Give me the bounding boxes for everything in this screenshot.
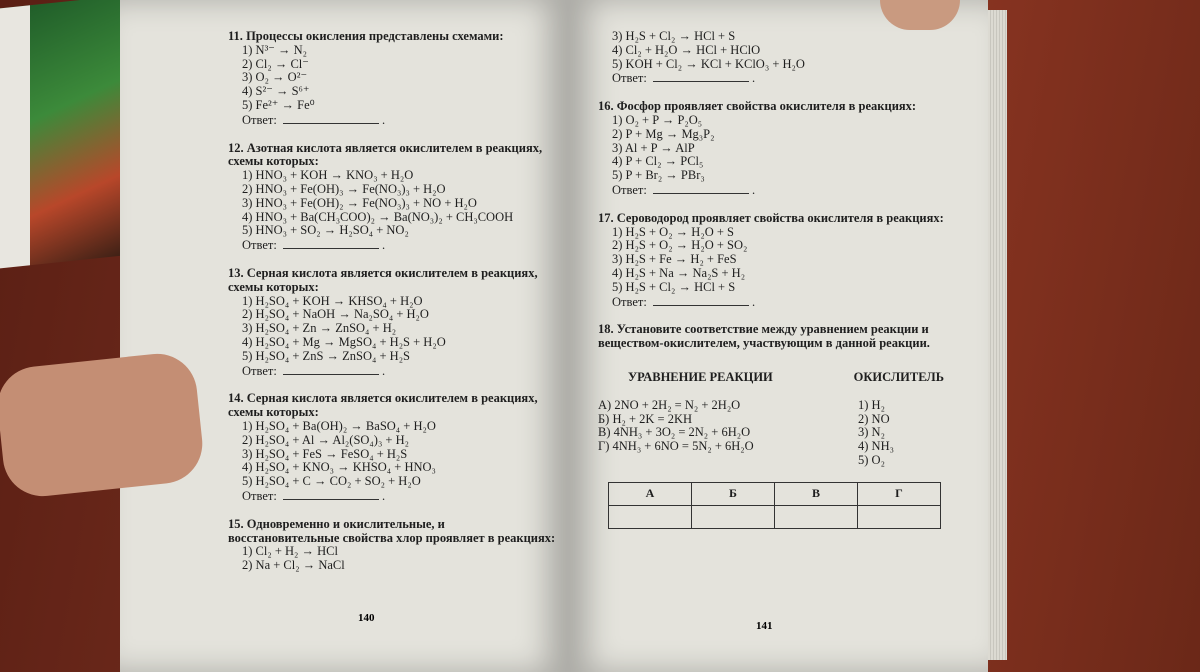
task-item: 1) H₂SO₄ + Ba(OH)₂ → BaSO₄ + H₂O <box>242 418 436 433</box>
answer-blank[interactable] <box>283 489 379 500</box>
answer-label: Ответ: <box>242 363 277 378</box>
task-item: 4) P + Cl₂ → PCl₅ <box>612 154 704 169</box>
task-number: 17. <box>598 210 614 225</box>
task-item: 1) O₂ + P → P₂O₅ <box>612 112 703 127</box>
oxidizer-item: 4) NH₃ <box>858 439 894 454</box>
task-text: Процессы окисления представлены схемами: <box>246 29 504 43</box>
oxidizer-item: 2) NO <box>858 411 890 426</box>
task-item: 5) H₂SO₄ + ZnS → ZnSO₄ + H₂S <box>242 348 411 363</box>
equation-item: Б) H₂ + 2K = 2KH <box>598 411 693 426</box>
answer-label: Ответ: <box>612 294 647 309</box>
answer-blank[interactable] <box>283 238 379 249</box>
task-header <box>598 323 968 351</box>
answer-line: Ответ: . <box>242 363 386 378</box>
equation-list <box>598 399 838 468</box>
task-item: 3) H₂SO₄ + Zn → ZnSO₄ + H₂ <box>242 321 397 336</box>
answer-blank[interactable] <box>653 183 749 194</box>
task-item: 5) HNO₃ + SO₂ → H₂SO₄ + NO₂ <box>242 223 409 238</box>
task-text: Азотная кислота является окислителем в реакциях, схемы которых: <box>228 140 543 169</box>
task-item: 5) H₂S + Cl₂ → HCl + S <box>612 279 736 294</box>
task-text: Серная кислота является окислителем в реакциях, схемы которых: <box>228 265 538 294</box>
left-page <box>120 0 568 672</box>
task-header <box>598 212 968 226</box>
equation-item: Г) 4NH₃ + 6NO = 5N₂ + 6H₂O <box>598 439 754 454</box>
task-header <box>228 518 558 546</box>
answer-line: Ответ: . <box>612 294 756 309</box>
task-item: 4) H₂SO₄ + Mg → MgSO₄ + H₂S + H₂O <box>242 334 446 349</box>
grid-cell[interactable] <box>858 505 941 528</box>
task <box>228 518 558 573</box>
task-item: 1) H₂S + O₂ → H₂O + S <box>612 224 734 239</box>
answer-blank[interactable] <box>283 113 379 124</box>
task-header <box>228 142 558 170</box>
task-number: 18. <box>598 322 614 337</box>
answer-line: Ответ: . <box>612 71 756 86</box>
task-text: Установите соответствие между уравнением реакции и веществом-окислителем, участвующим в данной реакции. <box>598 322 930 351</box>
task-item: 2) H₂SO₄ + NaOH → Na₂SO₄ + H₂O <box>242 307 429 322</box>
task-item: 4) S²⁻ → S⁶⁺ <box>242 84 310 99</box>
task-number: 12. <box>228 140 244 155</box>
task-item: 3) H₂S + Fe → H₂ + FeS <box>612 252 737 267</box>
task-item: 4) HNO₃ + Ba(CH₃COO)₂ → Ba(NO₃)₂ + CH₃COOH <box>242 209 514 224</box>
grid-cell[interactable] <box>692 505 775 528</box>
task-item: 5) P + Br₂ → PBr₃ <box>612 168 705 183</box>
answer-label: Ответ: <box>242 238 277 253</box>
task-item: 3) H₂S + Cl₂ → HCl + S <box>612 29 736 43</box>
task-item: 4) H₂S + Na → Na₂S + H₂ <box>612 265 746 280</box>
left-page-content <box>228 30 558 587</box>
task-item: 5) KOH + Cl₂ → KCl + KClO₃ + H₂O <box>612 56 805 71</box>
answer-label: Ответ: <box>612 71 647 86</box>
grid-cell[interactable] <box>775 505 858 528</box>
task-number: 15. <box>228 516 244 531</box>
col-equation-header: УРАВНЕНИЕ РЕАКЦИИ <box>628 369 773 384</box>
page-number-left: 140 <box>358 612 375 624</box>
answer-line: Ответ: . <box>242 488 386 503</box>
task-item: 3) Al + P → AlP <box>612 140 695 155</box>
task-item: 1) HNO₃ + KOH → KNO₃ + H₂O <box>242 168 414 183</box>
task <box>228 142 558 253</box>
equation-item: В) 4NH₃ + 3O₂ = 2N₂ + 6H₂O <box>598 425 751 440</box>
task <box>598 100 968 198</box>
grid-header-a: А <box>609 482 692 505</box>
task-item: 3) H₂SO₄ + FeS → FeSO₄ + H₂S <box>242 446 408 461</box>
task-15-continued <box>598 30 968 86</box>
task-header <box>228 30 558 44</box>
grid-header-row <box>609 482 941 505</box>
col-oxidizer-header: ОКИСЛИТЕЛЬ <box>853 369 944 384</box>
oxidizer-list <box>838 399 894 468</box>
match-column-headers <box>628 371 944 385</box>
task-item: 1) Cl₂ + H₂ → HCl <box>242 544 338 559</box>
answer-label: Ответ: <box>612 182 647 197</box>
task-text: Одновременно и окислительные, и восстановительные свойства хлор проявляет в реакциях: <box>228 516 556 545</box>
task-item: 4) H₂SO₄ + KNO₃ → KHSO₄ + HNO₃ <box>242 460 436 475</box>
grid-header-v: В <box>775 482 858 505</box>
right-page <box>568 0 988 672</box>
task-header <box>228 267 558 295</box>
task-item: 4) Cl₂ + H₂O → HCl + HClO <box>612 42 761 57</box>
task-item: 2) Na + Cl₂ → NaCl <box>242 558 345 573</box>
task-number: 13. <box>228 265 244 280</box>
task-item: 1) H₂SO₄ + KOH → KHSO₄ + H₂O <box>242 293 423 308</box>
equation-item: А) 2NO + 2H₂ = N₂ + 2H₂O <box>598 397 741 412</box>
grid-header-b: Б <box>692 482 775 505</box>
answer-blank[interactable] <box>653 71 749 82</box>
oxidizer-item: 5) O₂ <box>858 452 885 467</box>
answer-grid <box>608 482 941 529</box>
task-item: 5) Fe²⁺ → Fe⁰ <box>242 97 315 112</box>
task-text: Фосфор проявляет свойства окислителя в реакциях: <box>616 99 917 114</box>
oxidizer-item: 3) N₂ <box>858 425 885 440</box>
task-item: 2) H₂SO₄ + Al → Al₂(SO₄)₃ + H₂ <box>242 432 409 447</box>
task-item: 2) P + Mg → Mg₃P₂ <box>612 126 715 141</box>
task <box>598 212 968 310</box>
page-number-right: 141 <box>756 620 773 632</box>
page-edges <box>985 10 1007 660</box>
grid-answer-row <box>609 505 941 528</box>
task <box>228 30 558 128</box>
answer-label: Ответ: <box>242 112 277 127</box>
task-header <box>598 100 968 114</box>
answer-line: Ответ: . <box>242 238 386 253</box>
task-18 <box>598 323 968 528</box>
match-lists <box>598 399 968 468</box>
task-number: 11. <box>228 29 243 43</box>
answer-blank[interactable] <box>283 364 379 375</box>
task-item: 3) HNO₃ + Fe(OH)₂ → Fe(NO₃)₃ + NO + H₂O <box>242 195 477 210</box>
task-number: 16. <box>598 99 614 114</box>
right-tasks <box>598 100 968 309</box>
left-hand <box>0 350 206 500</box>
side-book-spine <box>0 5 30 268</box>
answer-label: Ответ: <box>242 488 277 503</box>
answer-line: Ответ: . <box>612 182 756 197</box>
task-header <box>228 392 558 420</box>
task <box>228 267 558 378</box>
task-item: 2) H₂S + O₂ → H₂O + SO₂ <box>612 238 748 253</box>
task-item: 2) HNO₃ + Fe(OH)₃ → Fe(NO₃)₃ + H₂O <box>242 181 446 196</box>
grid-header-g: Г <box>858 482 941 505</box>
oxidizer-item: 1) H₂ <box>858 397 885 412</box>
task-item: 5) H₂SO₄ + C → CO₂ + SO₂ + H₂O <box>242 474 421 489</box>
answer-blank[interactable] <box>653 295 749 306</box>
task-text: Сероводород проявляет свойства окислителя в реакциях: <box>616 210 944 225</box>
right-page-content <box>598 30 968 543</box>
task-item: 1) N³⁻ → N₂ <box>242 42 308 57</box>
grid-cell[interactable] <box>609 505 692 528</box>
task-text: Серная кислота является окислителем в реакциях, схемы которых: <box>228 391 538 420</box>
task <box>228 392 558 503</box>
task-item: 3) O₂ → O²⁻ <box>242 70 308 85</box>
answer-line: Ответ: . <box>242 112 386 127</box>
task-number: 14. <box>228 391 244 406</box>
task-item: 2) Cl₂ → Cl⁻ <box>242 56 309 71</box>
